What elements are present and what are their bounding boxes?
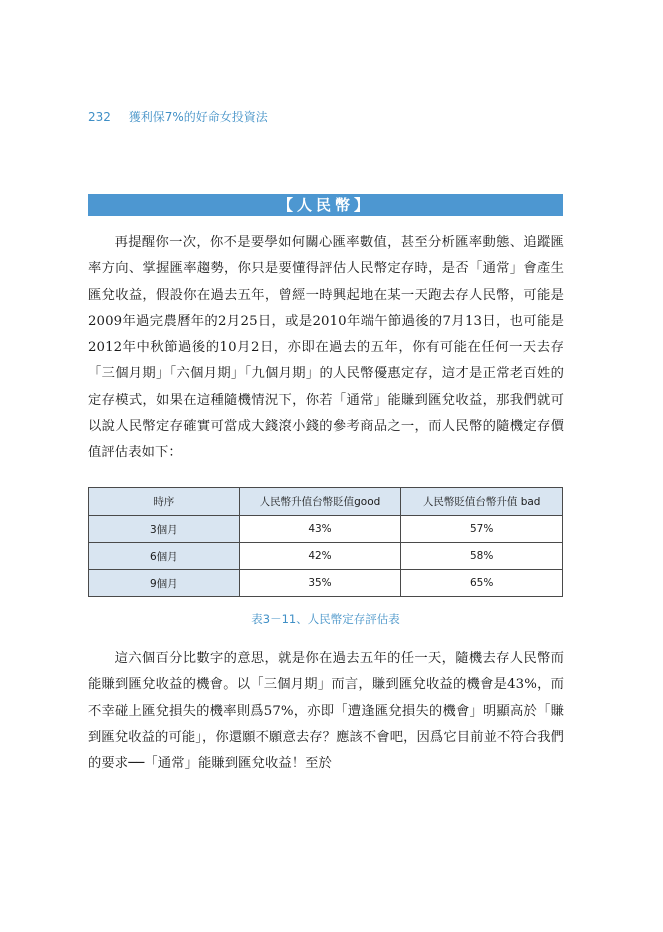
table-row <box>89 543 563 570</box>
row-label: 6個月 <box>89 543 240 570</box>
table-cell: 35% <box>239 570 401 597</box>
column-header-period: 時序 <box>89 488 240 516</box>
table-row <box>89 516 563 543</box>
table-cell: 58% <box>401 543 563 570</box>
row-label: 9個月 <box>89 570 240 597</box>
paragraph-explanation: 這六個百分比數字的意思，就是你在過去五年的任一天，隨機去存人民幣而能賺到匯兌收益的機會。以「三個月期」而言，賺到匯兌收益的機會是43%，而不幸碰上匯兌損失的機率則爲57%，亦即「遭逢匯兌損失的機會」明顯高於「賺到匯兌收益的可能」，你還願不願意去存？應該不會吧，因爲它目前並不符合我們的要求──「通常」能賺到匯兌收益！至於 <box>88 651 564 772</box>
evaluation-table <box>88 487 563 597</box>
table-cell: 42% <box>239 543 401 570</box>
table-row <box>89 570 563 597</box>
table-header-row <box>89 488 563 516</box>
row-label: 3個月 <box>89 516 240 543</box>
table-cell: 57% <box>401 516 563 543</box>
book-title: 獲利保7%的好命女投資法 <box>128 110 268 124</box>
table-cell: 65% <box>401 570 563 597</box>
paragraph-intro: 再提醒你一次，你不是要學如何關心匯率數值，甚至分析匯率動態、追蹤匯率方向、掌握匯率趨勢，你只是要懂得評估人民幣定存時，是否「通常」會產生匯兌收益，假設你在過去五年，曾經一時興起地在某一天跑去存人民幣，可能是2009年過完農曆年的2月25日，或是2010年端午節過後的7月13日，也可能是2012年中秋節過後的10月2日，亦即在過去的五年，你有可能在任何一天去存「三個月期」「六個月期」「九個月期」的人民幣優惠定存，這才是正常老百姓的定存模式，如果在這種隨機情況下，你若「通常」能賺到匯兌收益，那我們就可以說人民幣定存確實可當成大錢滾小錢的參考商品之一，而人民幣的隨機定存價值評估表如下： <box>88 235 564 461</box>
running-header <box>88 108 268 125</box>
column-header-bad: 人民幣貶值台幣升值 bad <box>401 488 563 516</box>
table-cell: 43% <box>239 516 401 543</box>
section-banner: 【人民幣】 <box>88 194 563 216</box>
page-number: 232 <box>88 110 111 124</box>
column-header-good: 人民幣升值台幣貶值good <box>239 488 401 516</box>
table-caption: 表3－11、人民幣定存評估表 <box>251 612 400 626</box>
